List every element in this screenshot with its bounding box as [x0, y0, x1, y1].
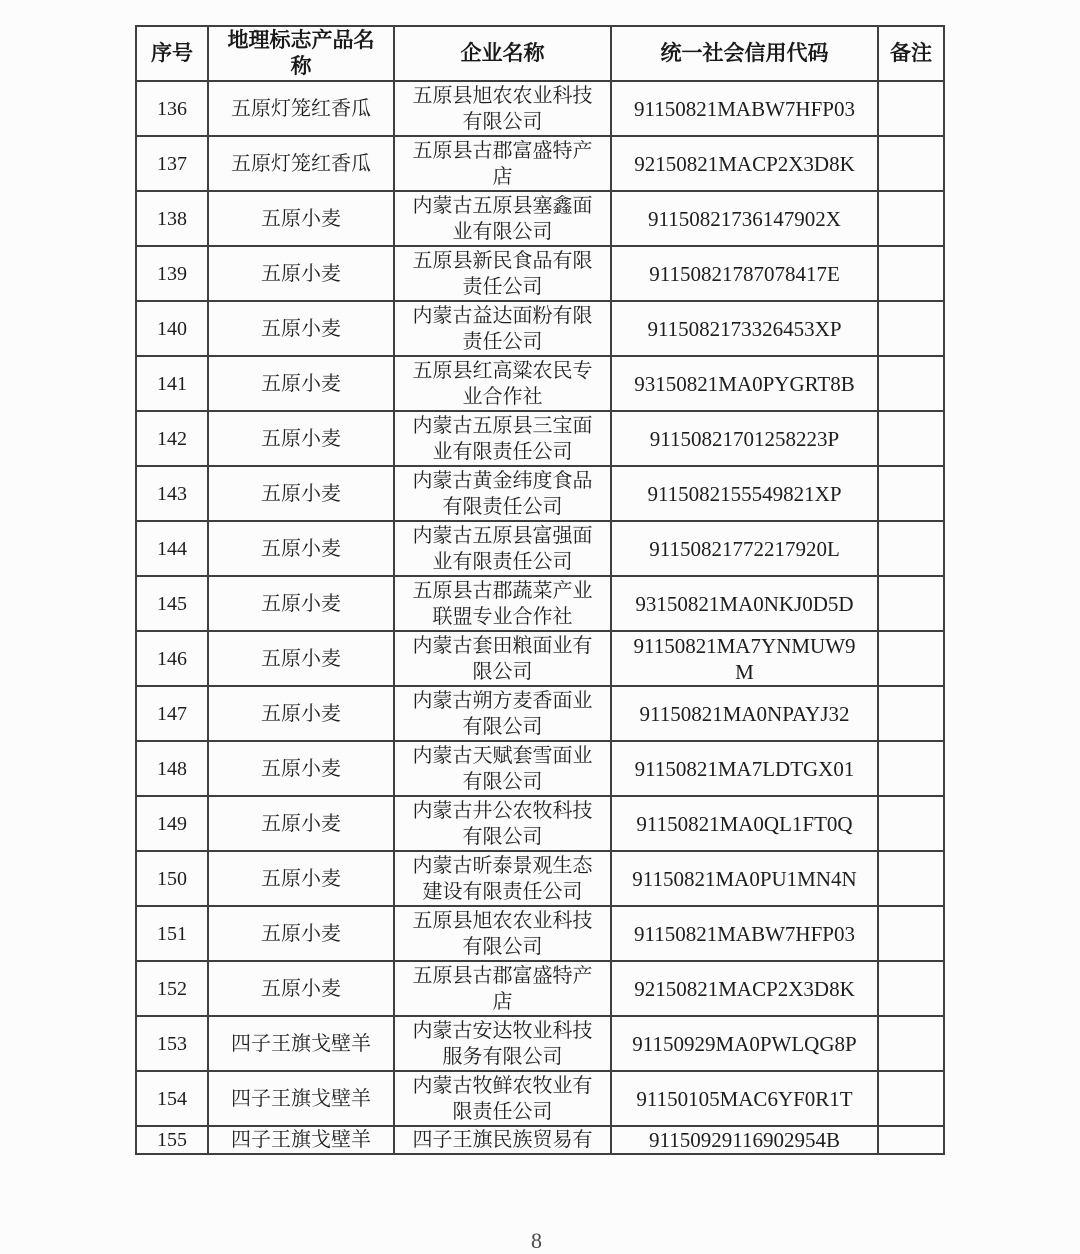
cell-code: 91150821MA7YNMUW9M [611, 631, 878, 686]
table-row [136, 81, 944, 136]
table-row [136, 631, 944, 686]
cell-code: 91150821MABW7HFP03 [611, 81, 878, 136]
table-row [136, 466, 944, 521]
cell-company: 内蒙古五原县富强面业有限责任公司 [394, 521, 611, 576]
table-row [136, 356, 944, 411]
cell-company: 四子王旗民族贸易有 [394, 1126, 611, 1154]
cell-company: 五原县旭农农业科技有限公司 [394, 906, 611, 961]
cell-no: 139 [136, 246, 208, 301]
cell-code: 91150929MA0PWLQG8P [611, 1016, 878, 1071]
page-number: 8 [531, 1228, 542, 1253]
cell-code: 91150821MA0QL1FT0Q [611, 796, 878, 851]
cell-product: 四子王旗戈壁羊 [208, 1126, 394, 1154]
cell-product: 四子王旗戈壁羊 [208, 1071, 394, 1126]
cell-no: 153 [136, 1016, 208, 1071]
table-row [136, 301, 944, 356]
cell-code: 91150105MAC6YF0R1T [611, 1071, 878, 1126]
cell-company: 五原县古郡富盛特产店 [394, 136, 611, 191]
cell-no: 151 [136, 906, 208, 961]
table-row [136, 576, 944, 631]
cell-no: 148 [136, 741, 208, 796]
cell-remark [878, 411, 944, 466]
cell-product: 五原小麦 [208, 356, 394, 411]
cell-no: 143 [136, 466, 208, 521]
table-row [136, 521, 944, 576]
cell-remark [878, 796, 944, 851]
cell-code: 91150821772217920L [611, 521, 878, 576]
cell-company: 内蒙古安达牧业科技服务有限公司 [394, 1016, 611, 1071]
cell-remark [878, 81, 944, 136]
cell-remark [878, 1126, 944, 1154]
header-no: 序号 [136, 26, 208, 81]
cell-code: 91150821MA0NPAYJ32 [611, 686, 878, 741]
cell-remark [878, 466, 944, 521]
cell-product: 五原小麦 [208, 796, 394, 851]
cell-company: 内蒙古黄金纬度食品有限责任公司 [394, 466, 611, 521]
cell-no: 136 [136, 81, 208, 136]
cell-no: 145 [136, 576, 208, 631]
cell-no: 137 [136, 136, 208, 191]
cell-remark [878, 741, 944, 796]
cell-code: 93150821MA0PYGRT8B [611, 356, 878, 411]
table-row [136, 1071, 944, 1126]
header-company: 企业名称 [394, 26, 611, 81]
table-row [136, 191, 944, 246]
cell-code: 9115082173326453XP [611, 301, 878, 356]
table-row [136, 136, 944, 191]
cell-company: 五原县新民食品有限责任公司 [394, 246, 611, 301]
cell-remark [878, 906, 944, 961]
cell-company: 五原县旭农农业科技有限公司 [394, 81, 611, 136]
cell-no: 142 [136, 411, 208, 466]
cell-remark [878, 1016, 944, 1071]
cell-product: 五原小麦 [208, 961, 394, 1016]
gi-products-table-wrap [135, 25, 943, 1155]
cell-no: 144 [136, 521, 208, 576]
cell-product: 四子王旗戈壁羊 [208, 1016, 394, 1071]
table-row [136, 686, 944, 741]
cell-company: 五原县古郡蔬菜产业联盟专业合作社 [394, 576, 611, 631]
table-row [136, 1016, 944, 1071]
header-row [136, 26, 944, 81]
cell-product: 五原小麦 [208, 301, 394, 356]
cell-product: 五原小麦 [208, 631, 394, 686]
table-row [136, 741, 944, 796]
table-row [136, 1126, 944, 1154]
cell-code: 91150821MABW7HFP03 [611, 906, 878, 961]
cell-product: 五原小麦 [208, 851, 394, 906]
cell-product: 五原小麦 [208, 466, 394, 521]
cell-company: 内蒙古五原县三宝面业有限责任公司 [394, 411, 611, 466]
cell-code: 91150821787078417E [611, 246, 878, 301]
cell-remark [878, 686, 944, 741]
cell-code: 91150929116902954B [611, 1126, 878, 1154]
table-row [136, 796, 944, 851]
cell-no: 149 [136, 796, 208, 851]
header-remark: 备注 [878, 26, 944, 81]
cell-remark [878, 851, 944, 906]
cell-company: 内蒙古井公农牧科技有限公司 [394, 796, 611, 851]
table-row [136, 411, 944, 466]
cell-code: 91150821736147902X [611, 191, 878, 246]
cell-no: 154 [136, 1071, 208, 1126]
cell-remark [878, 191, 944, 246]
header-code: 统一社会信用代码 [611, 26, 878, 81]
gi-products-table [135, 25, 945, 1155]
cell-company: 内蒙古朔方麦香面业有限公司 [394, 686, 611, 741]
table-row [136, 961, 944, 1016]
cell-remark [878, 631, 944, 686]
cell-code: 92150821MACP2X3D8K [611, 136, 878, 191]
cell-code: 92150821MACP2X3D8K [611, 961, 878, 1016]
cell-code: 91150821701258223P [611, 411, 878, 466]
cell-remark [878, 1071, 944, 1126]
cell-no: 141 [136, 356, 208, 411]
cell-product: 五原小麦 [208, 191, 394, 246]
cell-no: 152 [136, 961, 208, 1016]
table-header [136, 26, 944, 81]
table-body [136, 81, 944, 1154]
cell-remark [878, 246, 944, 301]
cell-company: 内蒙古益达面粉有限责任公司 [394, 301, 611, 356]
header-product: 地理标志产品名称 [208, 26, 394, 81]
cell-remark [878, 356, 944, 411]
cell-remark [878, 576, 944, 631]
cell-product: 五原小麦 [208, 906, 394, 961]
cell-no: 138 [136, 191, 208, 246]
cell-product: 五原小麦 [208, 521, 394, 576]
cell-remark [878, 136, 944, 191]
cell-code: 91150821MA7LDTGX01 [611, 741, 878, 796]
cell-product: 五原小麦 [208, 576, 394, 631]
cell-product: 五原小麦 [208, 741, 394, 796]
cell-code: 9115082155549821XP [611, 466, 878, 521]
cell-remark [878, 521, 944, 576]
cell-product: 五原灯笼红香瓜 [208, 81, 394, 136]
cell-remark [878, 301, 944, 356]
cell-product: 五原小麦 [208, 246, 394, 301]
cell-remark [878, 961, 944, 1016]
cell-company: 内蒙古五原县塞鑫面业有限公司 [394, 191, 611, 246]
cell-company: 内蒙古昕泰景观生态建设有限责任公司 [394, 851, 611, 906]
cell-company: 五原县红高粱农民专业合作社 [394, 356, 611, 411]
cell-product: 五原小麦 [208, 411, 394, 466]
cell-product: 五原灯笼红香瓜 [208, 136, 394, 191]
cell-code: 93150821MA0NKJ0D5D [611, 576, 878, 631]
table-row [136, 906, 944, 961]
cell-company: 五原县古郡富盛特产店 [394, 961, 611, 1016]
cell-company: 内蒙古牧鲜农牧业有限责任公司 [394, 1071, 611, 1126]
table-row [136, 246, 944, 301]
cell-code: 91150821MA0PU1MN4N [611, 851, 878, 906]
cell-no: 146 [136, 631, 208, 686]
cell-product: 五原小麦 [208, 686, 394, 741]
cell-company: 内蒙古套田粮面业有限公司 [394, 631, 611, 686]
table-row [136, 851, 944, 906]
cell-no: 147 [136, 686, 208, 741]
cell-no: 150 [136, 851, 208, 906]
cell-no: 155 [136, 1126, 208, 1154]
cell-company: 内蒙古天赋套雪面业有限公司 [394, 741, 611, 796]
cell-no: 140 [136, 301, 208, 356]
